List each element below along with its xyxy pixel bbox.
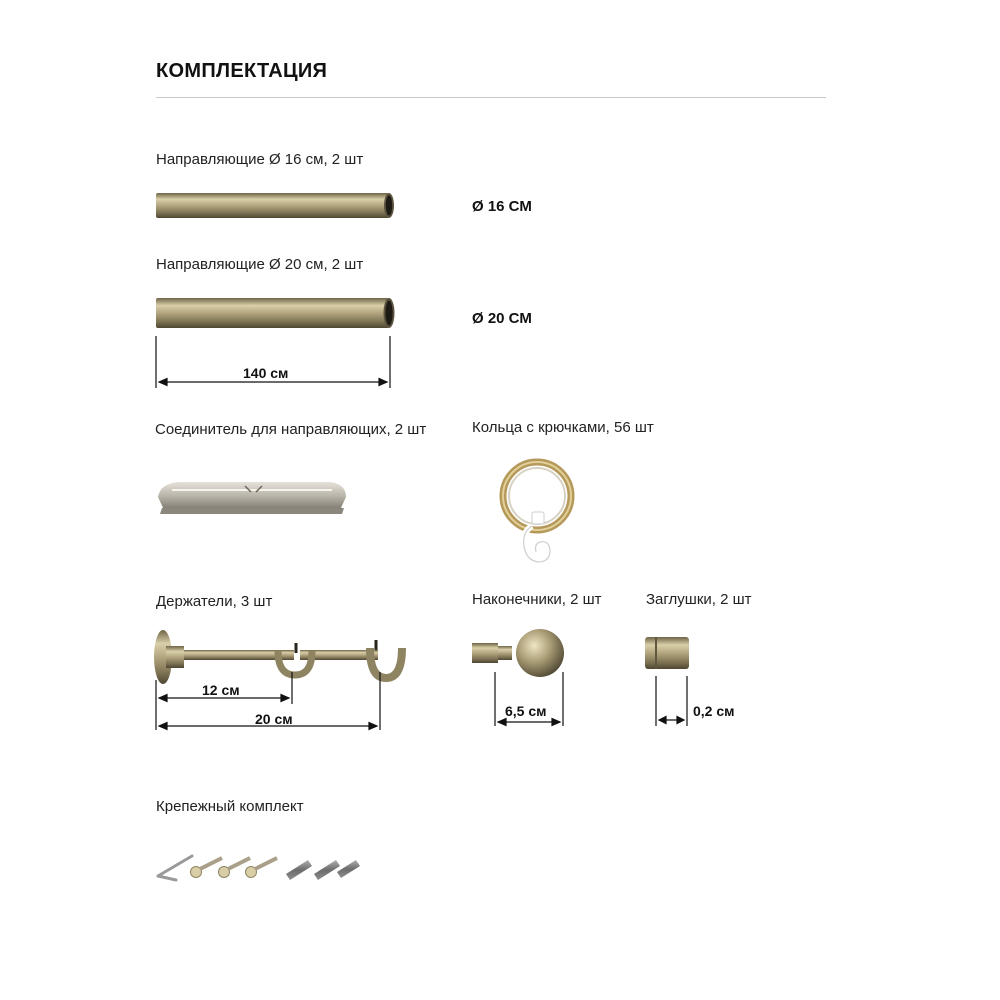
rail-length-value: 140 см [243, 365, 289, 381]
cap-illustration [645, 637, 689, 669]
rail-20-illustration [156, 298, 395, 328]
holder-illustration [154, 630, 402, 684]
connector-label: Соединитель для направляющих, 2 шт [155, 421, 427, 438]
rail-20-label: Направляющие Ø 20 см, 2 шт [156, 256, 364, 273]
fasteners-label: Крепежный комплект [156, 798, 304, 815]
cap-dim: 0,2 см [693, 703, 735, 719]
rail-20-diameter: Ø 20 СМ [472, 310, 532, 327]
screw-3 [246, 858, 278, 878]
finial-illustration [472, 629, 564, 677]
holder-dim-long: 20 см [255, 711, 293, 727]
screw-1 [191, 858, 223, 878]
holder-dim-short: 12 см [202, 682, 240, 698]
finial-dim: 6,5 см [505, 703, 547, 719]
connector-illustration [158, 482, 346, 514]
page-title: КОМПЛЕКТАЦИЯ [156, 60, 328, 82]
dowel-1 [286, 860, 312, 880]
dowel-2 [314, 860, 340, 880]
caps-label: Заглушки, 2 шт [646, 591, 752, 608]
dowel-3 [337, 860, 360, 878]
fasteners-illustration [158, 856, 360, 880]
screw-2 [219, 858, 251, 878]
rail-16-diameter: Ø 16 СМ [472, 198, 532, 215]
holders-label: Держатели, 3 шт [156, 593, 273, 610]
cap-dimension [656, 676, 687, 726]
rail-16-label: Направляющие Ø 16 см, 2 шт [156, 151, 364, 168]
rings-label: Кольца с крючками, 56 шт [472, 419, 654, 436]
rail-16-illustration [156, 193, 394, 218]
ring-illustration [503, 462, 571, 562]
finials-label: Наконечники, 2 шт [472, 591, 602, 608]
